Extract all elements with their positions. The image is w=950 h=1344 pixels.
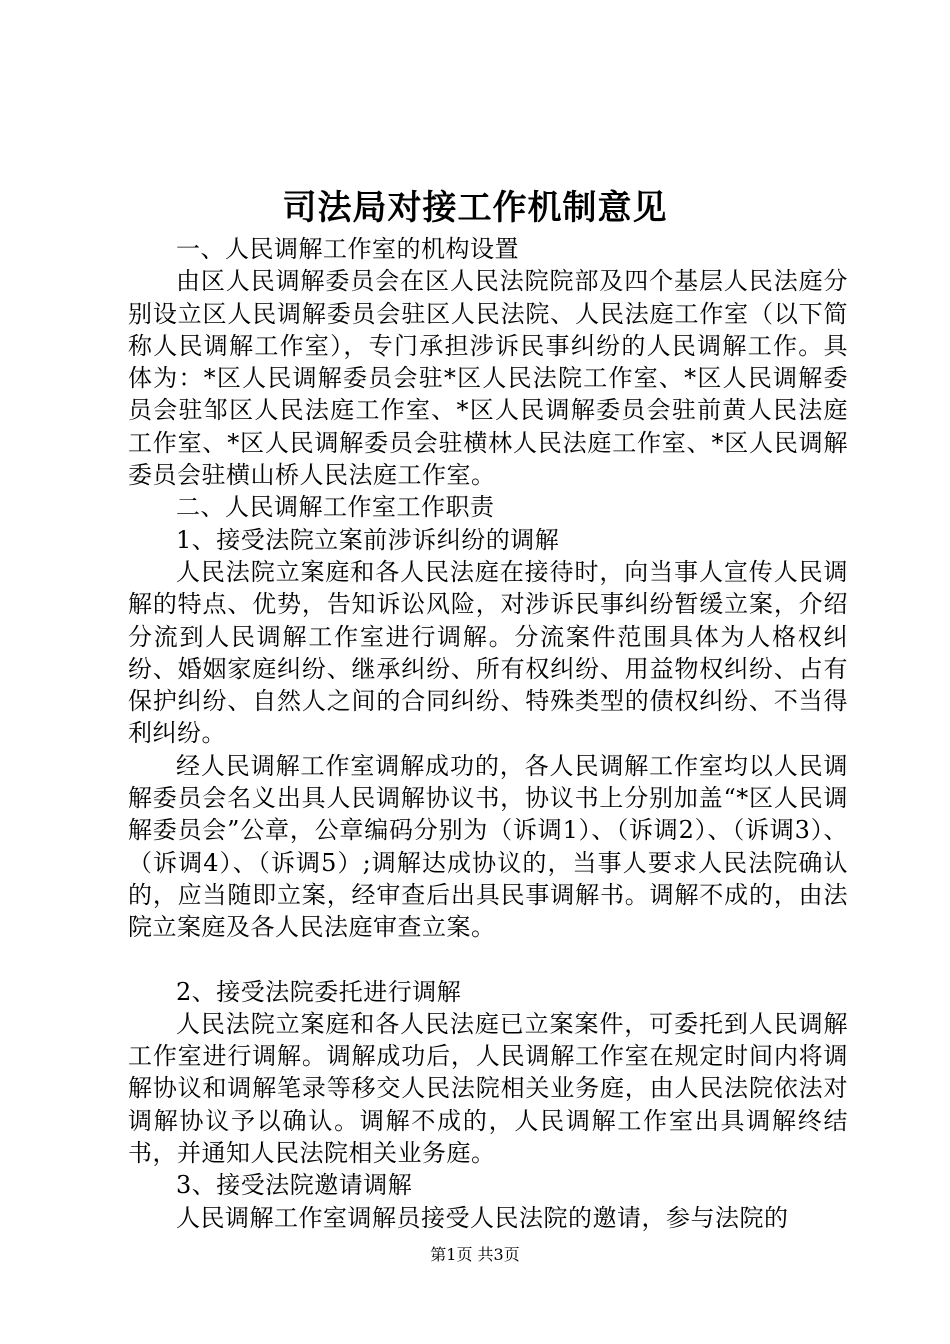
body-paragraph: 人民调解工作室调解员接受人民法院的邀请，参与法院的 xyxy=(176,1203,789,1232)
subsection-heading-1: 1、接受法院立案前涉诉纠纷的调解 xyxy=(176,525,560,554)
section-heading-2: 二、人民调解工作室工作职责 xyxy=(176,493,495,522)
subsection-heading-2: 2、接受法院委托进行调解 xyxy=(176,977,462,1006)
body-paragraph: 人民法院立案庭和各人民法庭已立案案件，可委托到人民调解工作室进行调解。调解成功后，人民调解工作室在规定时间内将调解协议和调解笔录等移交人民法院相关业务庭，由人民法院依法对调解协议予以确认。调解不成的，人民调解工作室出具调解终结书，并通知人民法院相关业务庭。 xyxy=(128,1009,848,1168)
document-body xyxy=(128,233,848,1234)
body-paragraph: 经人民调解工作室调解成功的，各人民调解工作室均以人民调解委员会名义出具人民调解协议书，协议书上分别加盖“*区人民调解委员会”公章，公章编码分别为（诉调1）、（诉调2）、（诉调3）、（诉调4）、（诉调5）;调解达成协议的，当事人要求人民法院确认的，应当随即立案，经审查后出具民事调解书。调解不成的，由法院立案庭及各人民法庭审查立案。 xyxy=(128,751,848,942)
section-heading-1: 一、人民调解工作室的机构设置 xyxy=(176,235,519,263)
document-title: 司法局对接工作机制意见 xyxy=(282,188,668,228)
body-paragraph: 人民法院立案庭和各人民法庭在接待时，向当事人宣传人民调解的特点、优势，告知诉讼风险，对涉诉民事纠纷暂缓立案，介绍分流到人民调解工作室进行调解。分流案件范围具体为人格权纠纷、婚姻家庭纠纷、继承纠纷、所有权纠纷、用益物权纠纷、占有保护纠纷、自然人之间的合同纠纷、特殊类型的债权纠纷、不当得利纠纷。 xyxy=(128,557,848,748)
body-paragraph: 由区人民调解委员会在区人民法院院部及四个基层人民法庭分别设立区人民调解委员会驻区人民法院、人民法庭工作室（以下简称人民调解工作室），专门承担涉诉民事纠纷的人民调解工作。具体为：*区人民调解委员会驻*区人民法院工作室、*区人民调解委员会驻邹区人民法庭工作室、*区人民调解委员会驻前黄人民法庭工作室、*区人民调解委员会驻横林人民法庭工作室、*区人民调解委员会驻横山桥人民法庭工作室。 xyxy=(128,267,848,490)
page-footer: 第1页 共3页 xyxy=(430,1245,520,1264)
subsection-heading-3: 3、接受法院邀请调解 xyxy=(176,1171,413,1200)
